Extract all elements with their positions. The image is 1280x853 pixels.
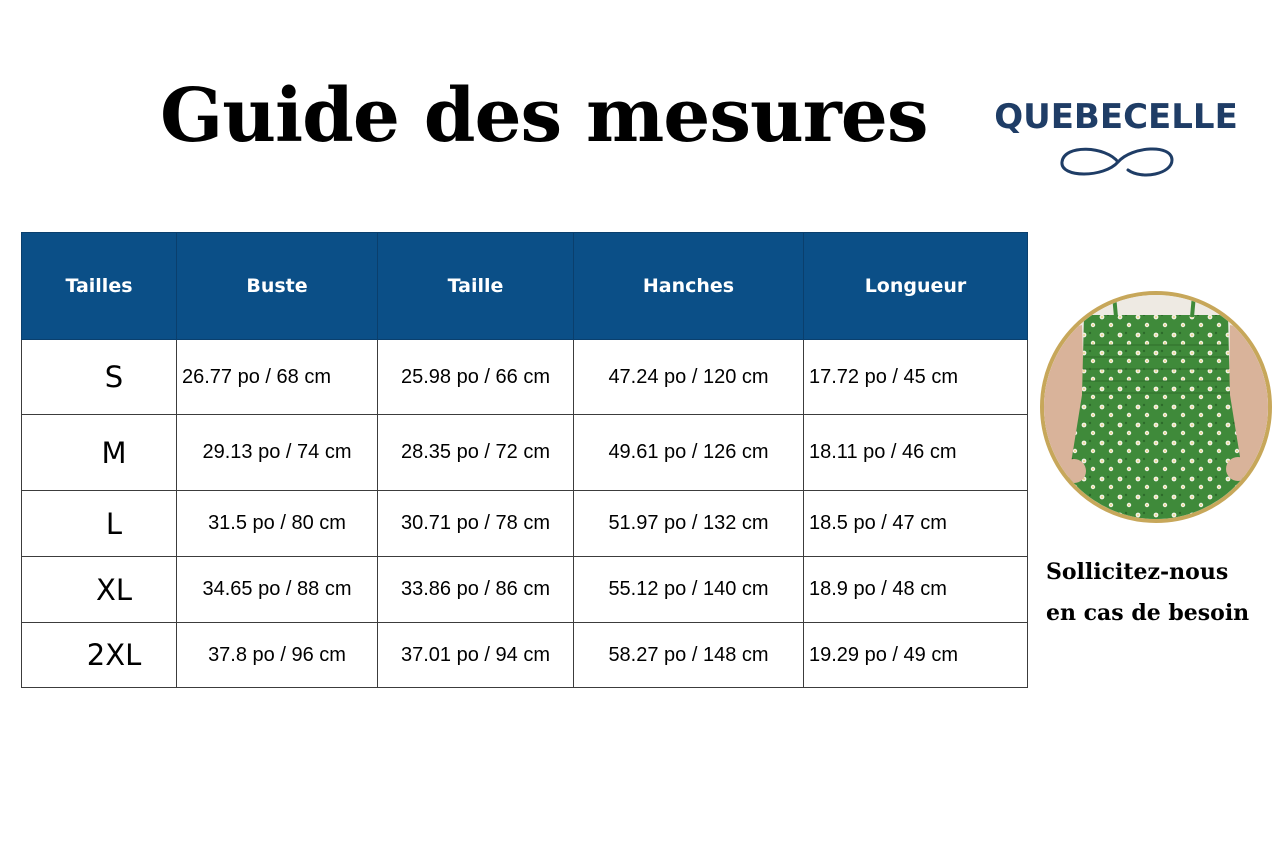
size-cell: S	[22, 340, 177, 415]
size-chart-table	[21, 232, 1028, 688]
taille-cell: 28.35 po / 72 cm	[378, 415, 574, 491]
longueur-cell: 17.72 po / 45 cm	[804, 340, 1028, 415]
buste-cell: 37.8 po / 96 cm	[177, 623, 378, 688]
size-cell: XL	[22, 557, 177, 623]
infinity-icon	[1058, 142, 1178, 182]
dress-photo	[1040, 291, 1272, 523]
header-hanches: Hanches	[574, 233, 804, 340]
brand-logo	[988, 96, 1248, 188]
header-longueur: Longueur	[804, 233, 1028, 340]
size-cell: M	[22, 415, 177, 491]
longueur-cell: 18.11 po / 46 cm	[804, 415, 1028, 491]
table-row	[22, 557, 1028, 623]
header-buste: Buste	[177, 233, 378, 340]
size-cell: L	[22, 491, 177, 557]
taille-cell: 37.01 po / 94 cm	[378, 623, 574, 688]
buste-cell: 29.13 po / 74 cm	[177, 415, 378, 491]
taille-cell: 30.71 po / 78 cm	[378, 491, 574, 557]
taille-cell: 25.98 po / 66 cm	[378, 340, 574, 415]
dress-illustration	[1044, 295, 1268, 519]
hanches-cell: 49.61 po / 126 cm	[574, 415, 804, 491]
page-title: Guide des mesures	[160, 73, 928, 159]
help-text	[1046, 552, 1276, 634]
longueur-cell: 18.5 po / 47 cm	[804, 491, 1028, 557]
buste-cell: 31.5 po / 80 cm	[177, 491, 378, 557]
hanches-cell: 47.24 po / 120 cm	[574, 340, 804, 415]
hanches-cell: 58.27 po / 148 cm	[574, 623, 804, 688]
table-row	[22, 415, 1028, 491]
hanches-cell: 55.12 po / 140 cm	[574, 557, 804, 623]
header-taille: Taille	[378, 233, 574, 340]
longueur-cell: 19.29 po / 49 cm	[804, 623, 1028, 688]
brand-logo-text: QUEBECELLE	[994, 97, 1238, 137]
buste-cell: 34.65 po / 88 cm	[177, 557, 378, 623]
table-row	[22, 623, 1028, 688]
size-cell: 2XL	[22, 623, 177, 688]
longueur-cell: 18.9 po / 48 cm	[804, 557, 1028, 623]
table-header-row	[22, 233, 1028, 340]
table-row	[22, 491, 1028, 557]
help-line-1: Sollicitez-nous	[1046, 559, 1229, 585]
taille-cell: 33.86 po / 86 cm	[378, 557, 574, 623]
header-tailles: Tailles	[22, 233, 177, 340]
help-line-2: en cas de besoin	[1046, 600, 1250, 626]
buste-cell: 26.77 po / 68 cm	[177, 340, 378, 415]
table-row	[22, 340, 1028, 415]
hanches-cell: 51.97 po / 132 cm	[574, 491, 804, 557]
